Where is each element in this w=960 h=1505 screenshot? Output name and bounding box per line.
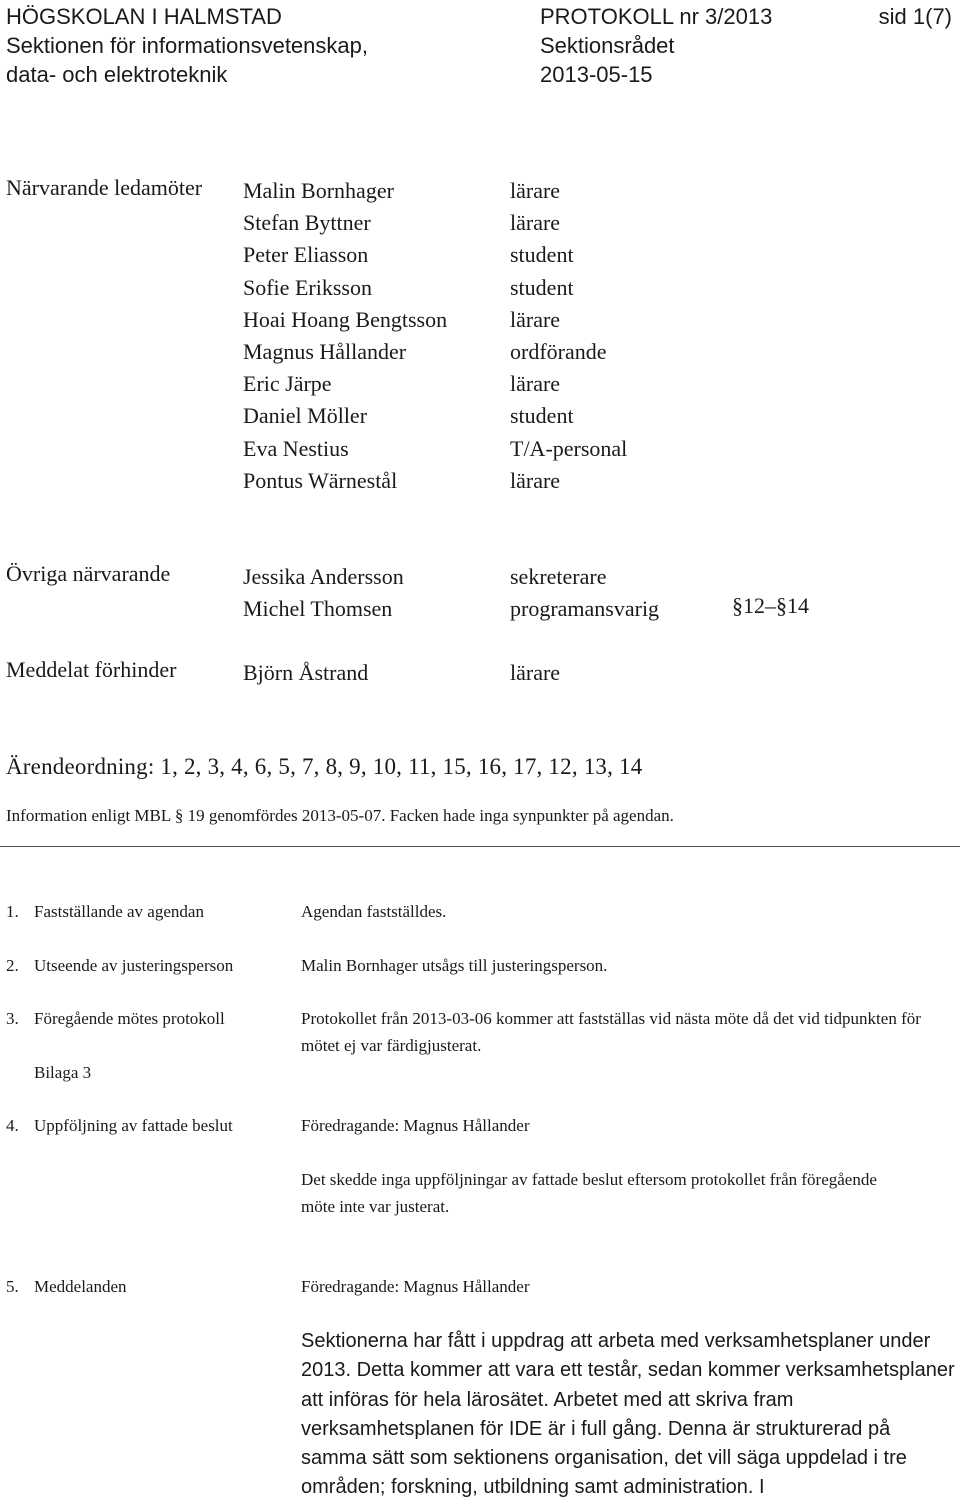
item-title: Fastställande av agendan bbox=[34, 902, 204, 921]
member-name: Daniel Möller bbox=[243, 403, 368, 429]
member-role: lärare bbox=[510, 210, 561, 236]
council-name: Sektionsrådet bbox=[540, 33, 675, 58]
item-number: 3. bbox=[6, 1009, 19, 1028]
protocol-number: PROTOKOLL nr 3/2013 bbox=[540, 4, 773, 29]
member-name: Eric Järpe bbox=[243, 371, 332, 397]
other-name: Michel Thomsen bbox=[243, 596, 393, 622]
item-presenter: Föredragande: Magnus Hållander bbox=[301, 1116, 530, 1135]
member-name: Sofie Eriksson bbox=[243, 274, 372, 300]
member-role: student bbox=[510, 274, 574, 300]
item-text: Protokollet från 2013-03-06 kommer att fastställas vid nästa möte då det vid tidpunkten för mötet ej var färdigjusterat. bbox=[301, 1009, 921, 1055]
item-text: Det skedde inga uppföljningar av fattade beslut eftersom protokollet från föregående möte inte var justerat. bbox=[301, 1170, 877, 1216]
section-name-line1: Sektionen för informationsvetenskap, bbox=[6, 33, 368, 58]
others-names-column bbox=[243, 561, 404, 625]
paragraph-range-note: §12–§14 bbox=[732, 593, 809, 618]
member-name: Magnus Hållander bbox=[243, 338, 407, 364]
item-title: Meddelanden bbox=[34, 1277, 127, 1296]
item-number: 2. bbox=[6, 956, 19, 975]
members-roles-column bbox=[510, 175, 627, 497]
mbl-information: Information enligt MBL § 19 genomfördes 2013-05-07. Facken hade inga synpunkter på agendan. bbox=[6, 806, 674, 825]
item-number: 1. bbox=[6, 902, 19, 921]
member-name: Peter Eliasson bbox=[243, 242, 369, 268]
agenda-order: Ärendeordning: 1, 2, 3, 4, 6, 5, 7, 8, 9, 10, 11, 15, 16, 17, 12, 13, 14 bbox=[6, 754, 643, 779]
absent-role: lärare bbox=[510, 660, 561, 685]
section-name-line2: data- och elektroteknik bbox=[6, 62, 228, 87]
item-title: Uppföljning av fattade beslut bbox=[34, 1116, 233, 1135]
member-name: Pontus Wärnestål bbox=[243, 467, 398, 493]
item-title: Föregående mötes protokoll bbox=[34, 1009, 225, 1028]
other-role: sekreterare bbox=[510, 564, 607, 589]
absent-name: Björn Åstrand bbox=[243, 660, 369, 685]
item-text: Malin Bornhager utsågs till justeringsperson. bbox=[301, 956, 608, 975]
other-name: Jessika Andersson bbox=[243, 564, 404, 589]
page-indicator: sid 1(7) bbox=[878, 4, 952, 29]
item-attachment: Bilaga 3 bbox=[34, 1063, 92, 1082]
member-name: Malin Bornhager bbox=[243, 178, 394, 203]
member-role: T/A-personal bbox=[510, 435, 628, 461]
meeting-date: 2013-05-15 bbox=[540, 62, 653, 87]
item-presenter: Föredragande: Magnus Hållander bbox=[301, 1277, 530, 1296]
member-role: student bbox=[510, 403, 574, 429]
member-role: lärare bbox=[510, 306, 561, 332]
item-number: 5. bbox=[6, 1277, 19, 1296]
member-name: Stefan Byttner bbox=[243, 210, 371, 236]
org-name: HÖGSKOLAN I HALMSTAD bbox=[6, 4, 282, 29]
item-text: Sektionerna har fått i uppdrag att arbeta med verksamhetsplaner under 2013. Detta kommer att vara ett testår, sedan kommer verksamhetsplaner att införas för hela lärosätet. Arbetet med att skriva fram verksamhetsplanen för IDE är i full gång. Denna är strukturerad på samma sätt som sektionens organisation, det vill säga uppdelad i tre områden; forskning, utbildning samt administration. I bbox=[301, 1330, 955, 1499]
others-present-label: Övriga närvarande bbox=[6, 561, 171, 586]
member-role: lärare bbox=[510, 371, 561, 397]
divider-line bbox=[0, 846, 960, 847]
member-role: ordförande bbox=[510, 338, 607, 364]
item-title: Utseende av justeringsperson bbox=[34, 956, 234, 975]
item-text: Agendan fastställdes. bbox=[301, 902, 447, 921]
members-names-column bbox=[243, 175, 447, 497]
member-role: lärare bbox=[510, 178, 561, 203]
members-present-label: Närvarande ledamöter bbox=[6, 175, 203, 200]
member-name: Hoai Hoang Bengtsson bbox=[243, 306, 448, 332]
member-role: student bbox=[510, 242, 574, 268]
others-roles-column bbox=[510, 561, 659, 625]
member-role: lärare bbox=[510, 467, 561, 493]
member-name: Eva Nestius bbox=[243, 435, 349, 461]
other-role: programansvarig bbox=[510, 596, 660, 622]
absent-label: Meddelat förhinder bbox=[6, 657, 177, 682]
item-number: 4. bbox=[6, 1116, 19, 1135]
document-header bbox=[0, 0, 960, 90]
